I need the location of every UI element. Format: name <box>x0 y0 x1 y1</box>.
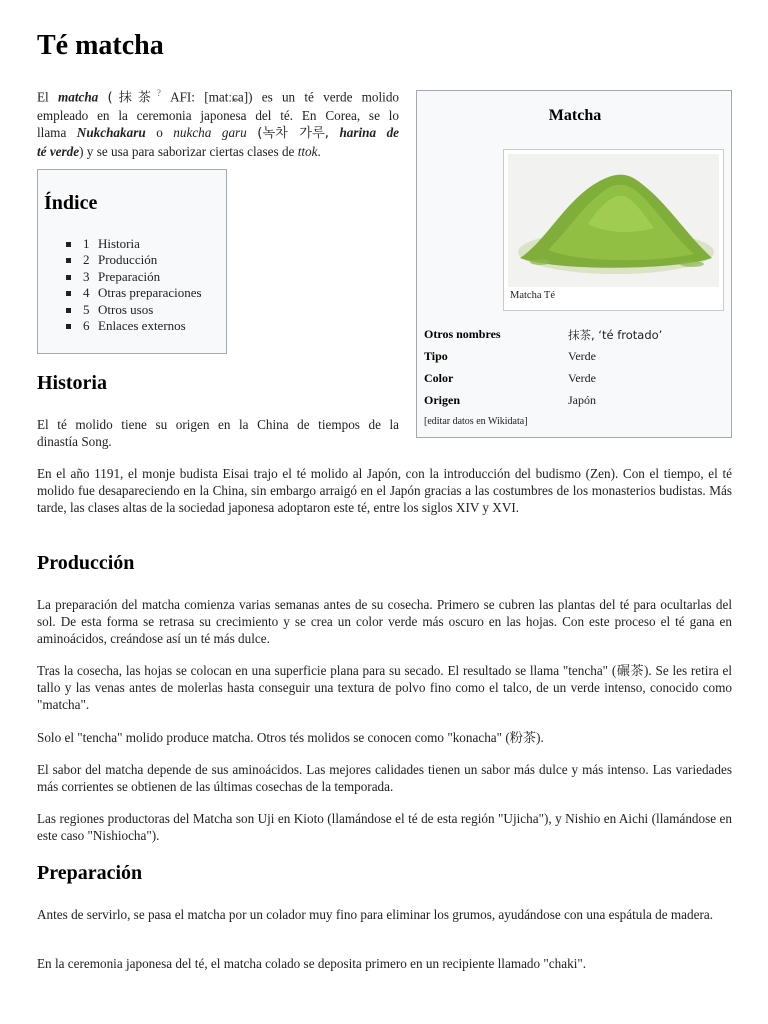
produccion-paragraph-4: El sabor del matcha depende de sus aminoácidos. Las mejores calidades tienen un sabor más dulce y más intenso. Las variedades más corrientes se obtienen de las últimas cosechas de la temporada. <box>37 762 732 794</box>
ipa-text: AFI: [matːɕa]) es un té verde molido <box>170 89 400 105</box>
edit-wikidata-link[interactable]: [editar datos en Wikidata] <box>424 416 528 427</box>
pronunciation-help-link[interactable]: ? <box>156 88 161 98</box>
infobox-image-caption: Matcha Té <box>510 290 555 301</box>
infobox-row-color: Color Verde <box>424 371 596 385</box>
infobox-title: Matcha <box>548 107 602 124</box>
heading-historia: Historia <box>37 372 107 394</box>
produccion-paragraph-2: Tras la cosecha, las hojas se colocan en una superficie plana para su secado. El resultado se llama "tencha" (碾茶). Se les retira el tallo y las venas antes de molerlas hasta conseguir una textura de polvo fino como el talco, de un verde intenso, conocido como "matcha". <box>37 663 732 712</box>
infobox-row-tipo: Tipo Verde <box>424 349 596 363</box>
infobox <box>416 90 732 438</box>
intro-paragraph: El matcha (抹茶? AFI: [matːɕa]) es un té verde molido empleado en la ceremonia japonesa del té. En Corea, se lo llama Nukchakaru o nukcha garu (녹차 가루, harina de té verde) y se usa para saborizar ciertas clases de ttok. <box>37 88 400 159</box>
infobox-row-otros-nombres: Otros nombres 抹茶, ‘té frotado’ <box>424 327 663 342</box>
term-matcha: matcha <box>57 89 99 105</box>
produccion-paragraph-5: Las regiones productoras del Matcha son Uji en Kioto (llamándose el té de esta región "Ujicha"), y Nishio en Aichi (llamándose en este caso "Nishiocha"). <box>37 811 732 843</box>
preparacion-paragraph-2: En la ceremonia japonesa del té, el matcha colado se deposita primero en un recipiente llamado "chaki". <box>37 956 587 971</box>
infobox-row-origen: Origen Japón <box>424 393 596 407</box>
historia-paragraph-2: En el año 1191, el monje budista Eisai trajo el té molido al Japón, con la introducción del budismo (Zen). Con el tiempo, el té molido fue desapareciendo en la China, sin embargo arraigó en el Japón gracias a las costumbres de los monasterios budistas. Más tarde, las clases altas de la sociedad japonesa adoptaron este té, entre los siglos XIV y XVI. <box>37 466 732 515</box>
toc-title: Índice <box>44 192 98 214</box>
heading-produccion: Producción <box>37 552 135 574</box>
heading-preparacion: Preparación <box>37 862 143 884</box>
produccion-paragraph-1: La preparación del matcha comienza varias semanas antes de su cosecha. Primero se cubren las plantas del té para ocultarlas del sol. De esta forma se retrasa su crecimiento y se crea un color verde más oscuro en las hojas. Con este proceso el té gana en aminoácidos, creándose así un té más dulce. <box>37 597 732 646</box>
produccion-paragraph-3: Solo el "tencha" molido produce matcha. Otros tés molidos se conocen como "konacha" (粉茶). <box>37 730 544 745</box>
historia-paragraph-1: El té molido tiene su origen en la China de tiempos de la dinastía Song. <box>37 417 399 449</box>
page-title: Té matcha <box>37 30 164 61</box>
matcha-powder-image[interactable] <box>508 154 719 287</box>
infobox-image-frame <box>503 149 724 311</box>
preparacion-paragraph-1: Antes de servirlo, se pasa el matcha por un colador muy fino para eliminar los grumos, ayudándose con una espátula de madera. <box>37 907 714 922</box>
table-of-contents: Índice 1 Historia 2 Producción 3 Preparación 4 Otras preparaciones 5 Otros usos 6 Enlaces externos <box>37 169 227 354</box>
